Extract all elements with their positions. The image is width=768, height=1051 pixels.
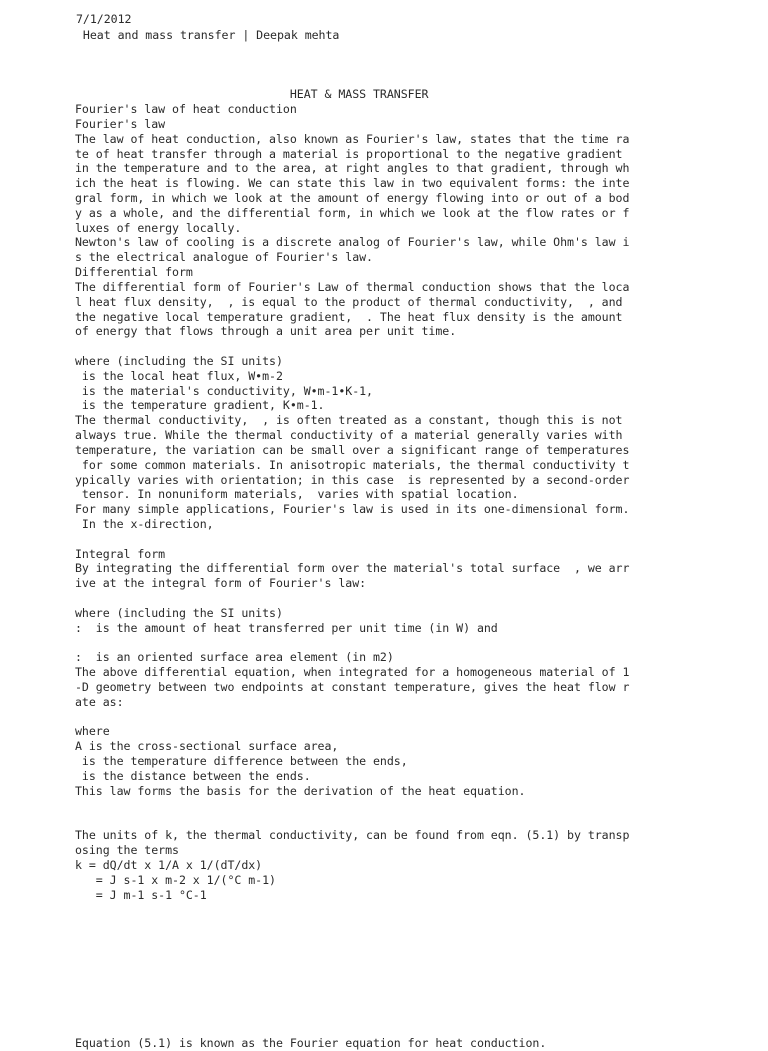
body-text-line: ate as: [75,694,124,709]
body-text-line: osing the terms [75,843,179,857]
body-text-line: By integrating the differential form over the material's total surface , we arr [75,561,630,576]
body-text-line: ich the heat is flowing. We can state this law in two equivalent forms: the inte [75,176,630,191]
body-text-line: Newton's law of cooling is a discrete analog of Fourier's law, while Ohm's law i [75,235,630,250]
body-text-line: A is the cross-sectional surface area, [75,739,339,754]
body-text-line: The above differential equation, when integrated for a homogeneous material of 1 [75,665,630,680]
body-text-line: te of heat transfer through a material is proportional to the negative gradient [75,146,623,161]
body-text-line: The law of heat conduction, also known as Fourier's law, states that the time ra [75,131,630,146]
body-text-line: For many simple applications, Fourier's law is used in its one-dimensional form. [75,502,630,517]
body-text-line: The differential form of Fourier's Law of thermal conduction shows that the loca [75,279,630,294]
body-text-line: where [75,724,110,739]
body-text-line: of energy that flows through a unit area per unit time. [75,324,457,339]
body-text-line: The thermal conductivity, , is often treated as a constant, though this is not [75,413,623,428]
body-text-line: is the distance between the ends. [75,768,311,783]
body-text-line: always true. While the thermal conductivity of a material generally varies with [75,428,623,442]
body-text-line: This law forms the basis for the derivation of the heat equation. [75,783,526,798]
body-text-line: is the local heat flux, W•m-2 [75,368,283,383]
body-text-line: Differential form [75,265,193,279]
body-text-line: is the material's conductivity, W•m-1•K-1, [75,383,373,398]
body-text-line: s the electrical analogue of Fourier's law. [75,250,373,265]
body-text-line: for some common materials. In anisotropic materials, the thermal conductivity t [75,457,630,472]
header-document-title: Heat and mass transfer | Deepak mehta [76,28,340,42]
body-text-line: Fourier's law of heat conduction [75,102,297,116]
body-text-line: where (including the SI units) [75,353,283,368]
body-text-line: gral form, in which we look at the amount of energy flowing into or out of a bod [75,190,630,205]
body-text-line: k = dQ/dt x 1/A x 1/(dT/dx) [75,857,263,872]
body-text-line: Fourier's law [75,116,166,131]
body-text-line: l heat flux density, , is equal to the product of thermal conductivity, , and [75,294,623,309]
body-text-line: : is the amount of heat transferred per unit time (in W) and [75,620,498,635]
body-text-line: = J s-1 x m-2 x 1/(°C m-1) [75,872,276,887]
body-text-line: where (including the SI units) [75,605,283,620]
body-text-line: luxes of energy locally. [75,220,242,235]
body-text-line: in the temperature and to the area, at right angles to that gradient, through wh [75,161,630,176]
body-text-line: is the temperature gradient, K•m-1. [75,398,325,413]
body-text-line: Equation (5.1) is known as the Fourier equation for heat conduction. [75,1035,547,1050]
header-date: 7/1/2012 [76,12,132,26]
body-text-line: In the x-direction, [75,517,214,531]
body-text-line: -D geometry between two endpoints at constant temperature, gives the heat flow r [75,680,630,694]
document-heading: HEAT & MASS TRANSFER [75,87,429,101]
body-text-line: = J m-1 s-1 °C-1 [75,887,207,902]
body-text-line: ypically varies with orientation; in this case is represented by a second-order [75,472,630,487]
body-text-line: y as a whole, and the differential form, in which we look at the flow rates or f [75,205,630,220]
body-text-line: is the temperature difference between the ends, [75,754,408,769]
body-text-line: the negative local temperature gradient, . The heat flux density is the amount [75,309,623,324]
body-text-line: temperature, the variation can be small over a significant range of temperatures [75,442,630,457]
body-text-line: Integral form [75,546,166,561]
body-text-line: : is an oriented surface area element (in m2) [75,650,394,665]
body-text-line: tensor. In nonuniform materials, varies with spatial location. [75,487,519,502]
body-text-line: ive at the integral form of Fourier's law: [75,576,367,591]
body-text-line: The units of k, the thermal conductivity, can be found from eqn. (5.1) by transp [75,828,630,843]
